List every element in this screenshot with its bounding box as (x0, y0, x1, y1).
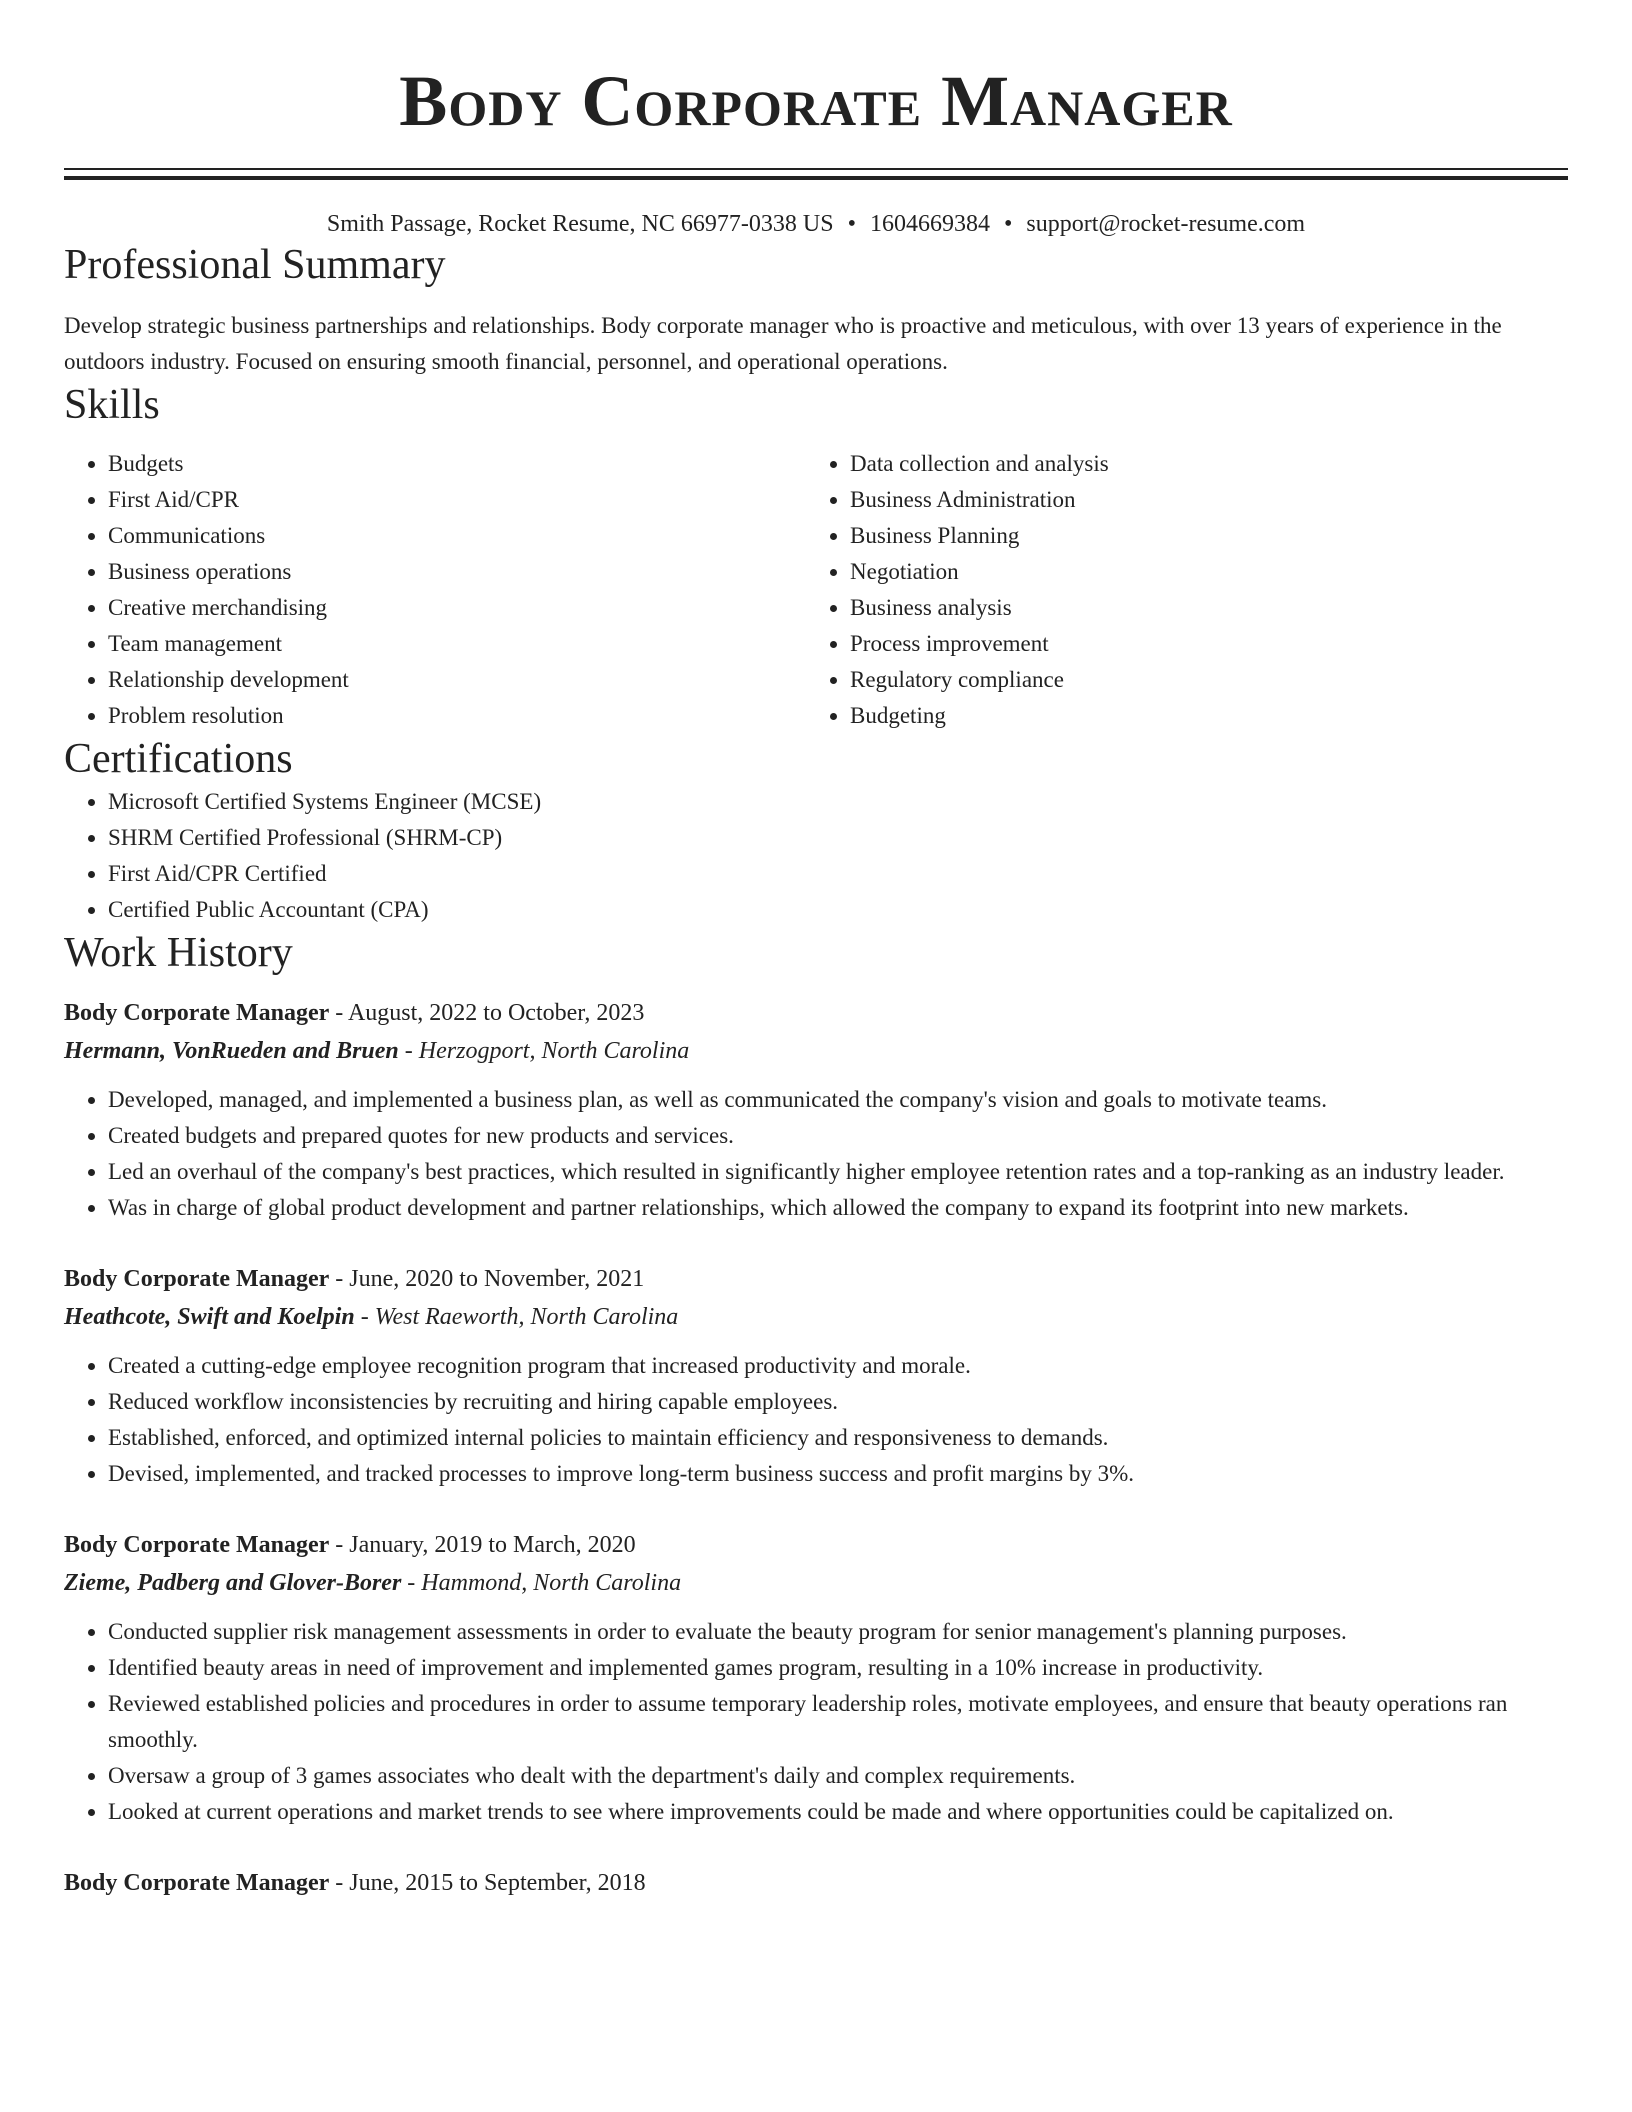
job-entry (64, 1864, 1568, 1902)
contact-separator: • (1003, 211, 1013, 237)
skill-item: • Data collection and analysis (850, 446, 1548, 482)
contact-email: support@rocket-resume.com (1026, 211, 1306, 237)
skill-item: • Business Planning (850, 518, 1548, 554)
job-bullet: • Developed, managed, and implemented a business plan, as well as communicated the company's vision and goals to motivate teams. (108, 1082, 1568, 1118)
job-bullet: • Created a cutting-edge employee recognition program that increased productivity and morale. (108, 1348, 1568, 1384)
skill-item: • Budgeting (850, 698, 1548, 734)
job-bullet: • Led an overhaul of the company's best practices, which resulted in significantly higher employee retention rates and a top-ranking as an industry leader. (108, 1154, 1568, 1190)
contact-phone: 1604669384 (869, 211, 990, 237)
title-rule-thin (64, 168, 1568, 170)
job-company: Hermann, VonRueden and Bruen (64, 1038, 399, 1064)
skill-item: • Business Administration (850, 482, 1548, 518)
job-bullet: • Reviewed established policies and procedures in order to assume temporary leadership roles, motivate employees, and ensure that beauty operations ran smoothly. (108, 1686, 1568, 1758)
job-bullets (64, 1348, 1568, 1492)
skills-heading: Skills (64, 382, 160, 428)
certifications-heading: Certifications (64, 736, 293, 782)
job-bullets (64, 1082, 1568, 1226)
contact-line (64, 208, 1568, 240)
skill-item: • Team management (108, 626, 806, 662)
job-role: Body Corporate Manager (64, 1266, 330, 1292)
skill-item: • First Aid/CPR (108, 482, 806, 518)
job-role: Body Corporate Manager (64, 1532, 330, 1558)
skill-item: • Creative merchandising (108, 590, 806, 626)
skill-item: • Problem resolution (108, 698, 806, 734)
skills-column-right (806, 446, 1548, 734)
resume-title: Body Corporate Manager (399, 61, 1233, 141)
job-location: Hammond, North Carolina (421, 1570, 682, 1596)
job-bullet: • Devised, implemented, and tracked processes to improve long-term business success and profit margins by 3%. (108, 1456, 1568, 1492)
job-bullet: • Established, enforced, and optimized internal policies to maintain efficiency and responsiveness to demands. (108, 1420, 1568, 1456)
job-company-line (64, 1564, 1568, 1602)
skills-column-left (64, 446, 806, 734)
certification-item: • Microsoft Certified Systems Engineer (MCSE) (108, 784, 1568, 820)
skills-list-left (64, 446, 806, 734)
skill-item: • Communications (108, 518, 806, 554)
job-role: Body Corporate Manager (64, 1000, 330, 1026)
title-rule-thick (64, 176, 1568, 180)
job-dash: - (329, 1870, 350, 1896)
job-title-line (64, 994, 1568, 1032)
job-entry (64, 1260, 1568, 1492)
skill-item: • Relationship development (108, 662, 806, 698)
summary-heading: Professional Summary (64, 242, 446, 288)
job-dash: - (354, 1304, 375, 1330)
work-history-heading: Work History (64, 930, 293, 976)
job-bullet: • Was in charge of global product development and partner relationships, which allowed the company to expand its footprint into new markets. (108, 1190, 1568, 1226)
skills-list-right (806, 446, 1548, 734)
job-dates: June, 2015 to September, 2018 (349, 1870, 646, 1896)
job-dash: - (401, 1570, 422, 1596)
skill-item: • Process improvement (850, 626, 1548, 662)
job-dates: January, 2019 to March, 2020 (349, 1532, 636, 1558)
job-bullet: • Looked at current operations and market trends to see where improvements could be made and where opportunities could be capitalized on. (108, 1794, 1568, 1830)
job-title-line (64, 1260, 1568, 1298)
skill-item: • Budgets (108, 446, 806, 482)
job-bullet: • Created budgets and prepared quotes for new products and services. (108, 1118, 1568, 1154)
job-role: Body Corporate Manager (64, 1870, 330, 1896)
job-bullet: • Oversaw a group of 3 games associates who dealt with the department's daily and complex requirements. (108, 1758, 1568, 1794)
job-location: Herzogport, North Carolina (418, 1038, 690, 1064)
job-bullet: • Conducted supplier risk management assessments in order to evaluate the beauty program for senior management's planning purposes. (108, 1614, 1568, 1650)
job-bullet: • Reduced workflow inconsistencies by recruiting and hiring capable employees. (108, 1384, 1568, 1420)
job-dash: - (398, 1038, 419, 1064)
job-title-line (64, 1864, 1568, 1902)
contact-address: Smith Passage, Rocket Resume, NC 66977-0338 US (326, 211, 834, 237)
job-company: Zieme, Padberg and Glover-Borer (64, 1570, 402, 1596)
job-company-line (64, 1032, 1568, 1070)
skill-item: • Business operations (108, 554, 806, 590)
certification-item: • First Aid/CPR Certified (108, 856, 1568, 892)
job-title-line (64, 1526, 1568, 1564)
job-dash: - (329, 1000, 348, 1026)
summary-text: Develop strategic business partnerships and relationships. Body corporate manager who is proactive and meticulous, with over 13 years of experience in the outdoors industry. Focused on ensuring smooth financial, personnel, and operational operations. (64, 313, 1502, 374)
job-dates: June, 2020 to November, 2021 (349, 1266, 645, 1292)
job-company-line (64, 1298, 1568, 1336)
job-location: West Raeworth, North Carolina (374, 1304, 679, 1330)
job-dates: August, 2022 to October, 2023 (347, 1000, 645, 1026)
job-entry (64, 994, 1568, 1226)
job-company: Heathcote, Swift and Koelpin (64, 1304, 355, 1330)
certifications-list (64, 784, 1568, 928)
skill-item: • Regulatory compliance (850, 662, 1548, 698)
skills-grid (64, 446, 1568, 734)
job-bullets (64, 1614, 1568, 1830)
job-dash: - (329, 1266, 350, 1292)
job-dash: - (329, 1532, 350, 1558)
certification-item: • Certified Public Accountant (CPA) (108, 892, 1568, 928)
skill-item: • Business analysis (850, 590, 1548, 626)
certification-item: • SHRM Certified Professional (SHRM-CP) (108, 820, 1568, 856)
skill-item: • Negotiation (850, 554, 1548, 590)
resume-page (64, 0, 1568, 1902)
job-bullet: • Identified beauty areas in need of improvement and implemented games program, resulting in a 10% increase in productivity. (108, 1650, 1568, 1686)
contact-separator: • (847, 211, 856, 237)
job-entry (64, 1526, 1568, 1830)
